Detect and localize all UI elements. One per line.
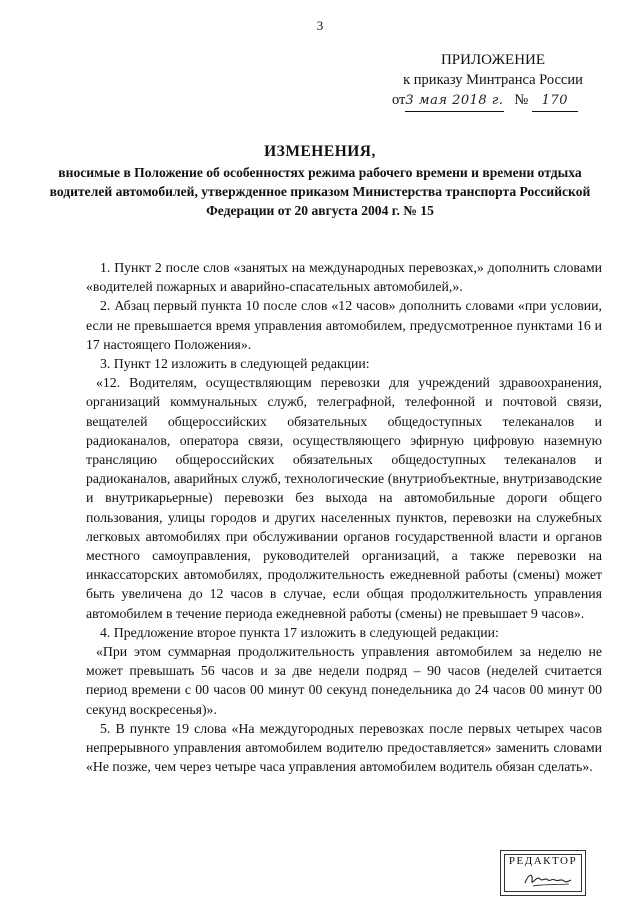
paragraph-3: 3. Пункт 12 изложить в следующей редакции: xyxy=(100,356,370,372)
paragraph-4-quote: «При этом суммарная продолжительность управления автомобилем за неделю не может превышать 56 часов и за две недели подряд – 90 часов (неделей считается период времени с 00 часов 00 минут 00 секунд понедельника до 24 часов 00 минут 00 секунд воскресенья)». xyxy=(86,644,602,717)
paragraph-4: 4. Предложение второе пункта 17 изложить в следующей редакции: xyxy=(100,624,499,640)
order-date-handwritten: 3 мая 2018 г. xyxy=(405,91,503,112)
order-number-handwritten: 170 xyxy=(532,91,578,112)
paragraph-3-quote: «12. Водителям, осуществляющим перевозки для учреждений здравоохранения, организаций коммунальных служб, телеграфной, телефонной и почтовой связи, вещателей общероссийских обязательных общедоступных телеканалов и радиоканалов, оператора связи, осуществляющего эфирную цифровую наземную трансляцию общероссийских обязательных общедоступных телеканалов и радиоканалов, аварийных служб, технологические (внутриобъектные, внутризаводские и внутрикарьерные) перевозки без выхода на автомобильные дороги общего пользования, улицы городов и других населенных пунктов, перевозки на служебных легковых автомобилях при обслуживании органов государственной власти и органов местного самоуправления, руководителей организаций, а также перевозки на инкассаторских автомобилях, продолжительность ежедневной работы (смены) может быть увеличена до 12 часов в случае, если общая продолжительность управления автомобилем в течение периода ежедневной работы (смены) не превышает 9 часов». xyxy=(86,375,602,621)
signature-icon xyxy=(523,869,573,889)
appendix-title: ПРИЛОЖЕНИЕ xyxy=(440,52,546,68)
paragraph-5: 5. В пункте 19 слова «На междугородных перевозках после первых четырех часов непрерывного управления автомобилем водителю предоставляется» заменить словами «Не позже, чем через четыре часа управления автомобилем водитель обязан сделать». xyxy=(86,720,602,775)
page-number: 3 xyxy=(316,18,324,33)
document-heading xyxy=(40,141,600,220)
appendix-order-line xyxy=(388,90,598,112)
heading-title: ИЗМЕНЕНИЯ, xyxy=(264,143,376,160)
heading-subtitle: вносимые в Положение об особенностях режима рабочего времени и времени отдыха водителей автомобилей, утвержденное приказом Министерства транспорта Российской Федерации от 20 августа 2004 г. № 15 xyxy=(49,165,591,218)
date-prefix: от xyxy=(392,92,406,108)
appendix-subtitle: к приказу Минтранса России xyxy=(403,72,583,88)
document-body xyxy=(86,258,602,776)
appendix-block xyxy=(388,50,598,112)
paragraph-1: 1. Пункт 2 после слов «занятых на международных перевозках,» дополнить словами «водителей пожарных и аварийно-спасательных автомобилей,». xyxy=(86,260,602,295)
editor-stamp xyxy=(500,850,586,896)
stamp-label: РЕДАКТОР xyxy=(508,855,578,867)
number-prefix: № xyxy=(514,92,529,108)
paragraph-2: 2. Абзац первый пункта 10 после слов «12 часов» дополнить словами «при условии, если не превышается время управления автомобилем, предусмотренное пунктами 16 и 17 настоящего Положения». xyxy=(86,298,602,352)
